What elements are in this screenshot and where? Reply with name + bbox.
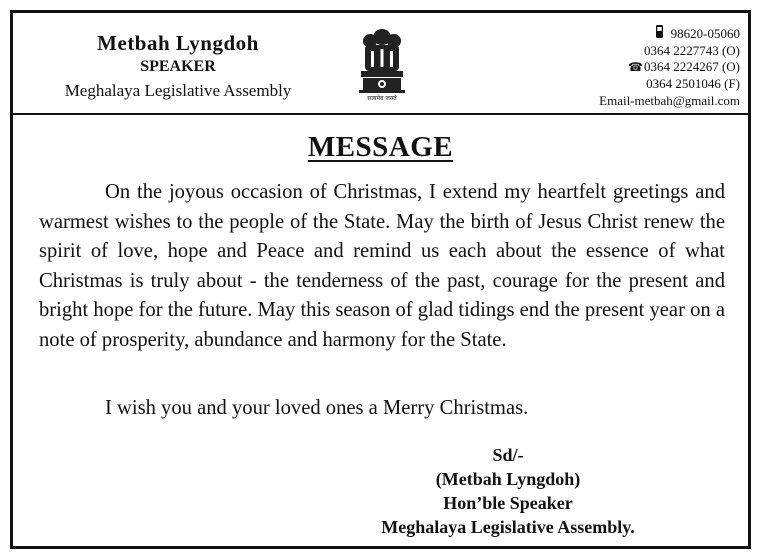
contact-office-1: 0364 2227743 (O) (643, 42, 740, 58)
signature-title: Hon’ble Speaker (443, 493, 573, 513)
signature-name: (Metbah Lyngdoh) (435, 469, 581, 489)
national-emblem-icon (353, 23, 411, 103)
contact-mobile: 98620-05060 (560, 25, 740, 43)
signature-org: Meghalaya Legislative Assembly. (381, 517, 635, 537)
speaker-name: Metbah Lyngdoh (97, 31, 259, 55)
message-paragraph: On the joyous occasion of Christmas, I extend my heartfelt greetings and warmest wishes to the people of the State. May the birth of Jesus Christ renew the spirit of love, hope and Peace and remind us each about the essence of what Christmas is truly about - the tenderness of the past, courage for the present and bright hope for the future. May this season of glad tidings end the present year on a note of prosperity, abundance and harmony for the State. (39, 181, 725, 351)
assembly-name: Meghalaya Legislative Assembly (64, 81, 292, 100)
letterhead-frame (10, 10, 751, 549)
contact-email: Email-metbah@gmail.com (599, 93, 740, 108)
signature-block (343, 443, 673, 539)
emblem-motto: सत्यमेव जयते (367, 95, 397, 102)
mobile-phone-icon (655, 25, 671, 43)
contact-fax: 0364 2501046 (F) (646, 75, 740, 91)
message-title: MESSAGE (307, 131, 454, 163)
telephone-icon: ☎ (627, 60, 643, 74)
speaker-role: SPEAKER (140, 58, 216, 75)
contact-block (560, 25, 740, 92)
letterhead-header (13, 13, 748, 115)
signature-sd: Sd/- (492, 445, 524, 465)
message-wish: I wish you and your loved ones a Merry Christmas. (105, 397, 529, 419)
contact-office-2: ☎0364 2224267 (O) (627, 59, 740, 74)
